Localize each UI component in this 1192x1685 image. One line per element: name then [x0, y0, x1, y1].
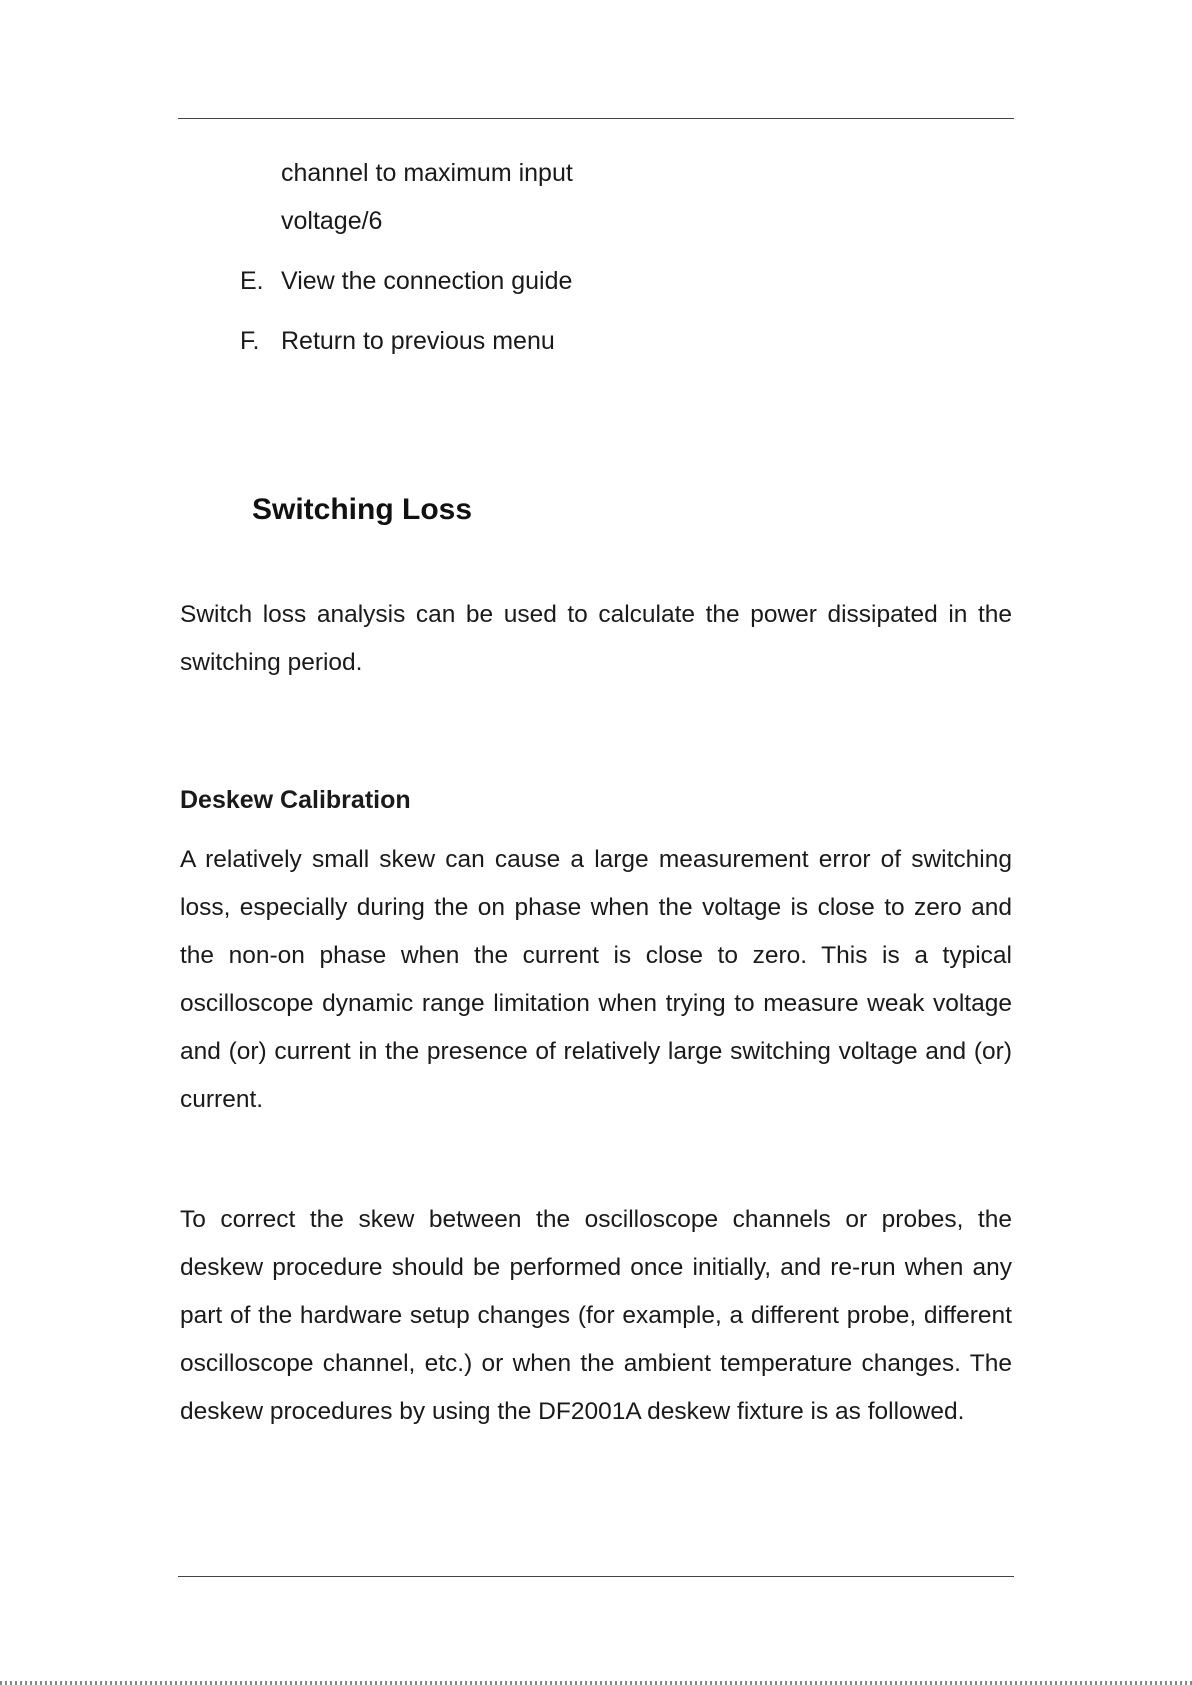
- list-continuation-line-1: channel to maximum input: [281, 159, 573, 187]
- section-intro: Switch loss analysis can be used to calculate the power dissipated in the switching period.: [180, 601, 1012, 676]
- list-item-text: Return to previous menu: [281, 327, 555, 355]
- deskew-title: Deskew Calibration: [180, 786, 411, 814]
- list-item-text: View the connection guide: [281, 267, 573, 295]
- deskew-paragraph-1: A relatively small skew can cause a large measurement error of switching loss, especially during the on phase when the voltage is close to zero and the non-on phase when the current is close to zero. This is a typical oscilloscope dynamic range limitation when trying to measure weak voltage and (or) current in the presence of relatively large switching voltage and (or) current.: [180, 846, 1012, 1113]
- list-item-f: [240, 326, 555, 356]
- list-item-e: [240, 266, 572, 296]
- footer-rule: [178, 1576, 1014, 1577]
- list-continuation-line-2: voltage/6: [281, 207, 383, 235]
- section-title: Switching Loss: [252, 493, 473, 526]
- list-item-letter: F.: [240, 327, 260, 355]
- list-item-letter: E.: [240, 267, 264, 295]
- header-rule: [178, 118, 1014, 119]
- deskew-paragraph-2: To correct the skew between the oscilloscope channels or probes, the deskew procedure should be performed once initially, and re-run when any part of the hardware setup changes (for example, a different probe, different oscilloscope channel, etc.) or when the ambient temperature changes. The deskew procedures by using the DF2001A deskew fixture is as followed.: [180, 1206, 1012, 1425]
- page-edge-dots: [0, 1681, 1192, 1685]
